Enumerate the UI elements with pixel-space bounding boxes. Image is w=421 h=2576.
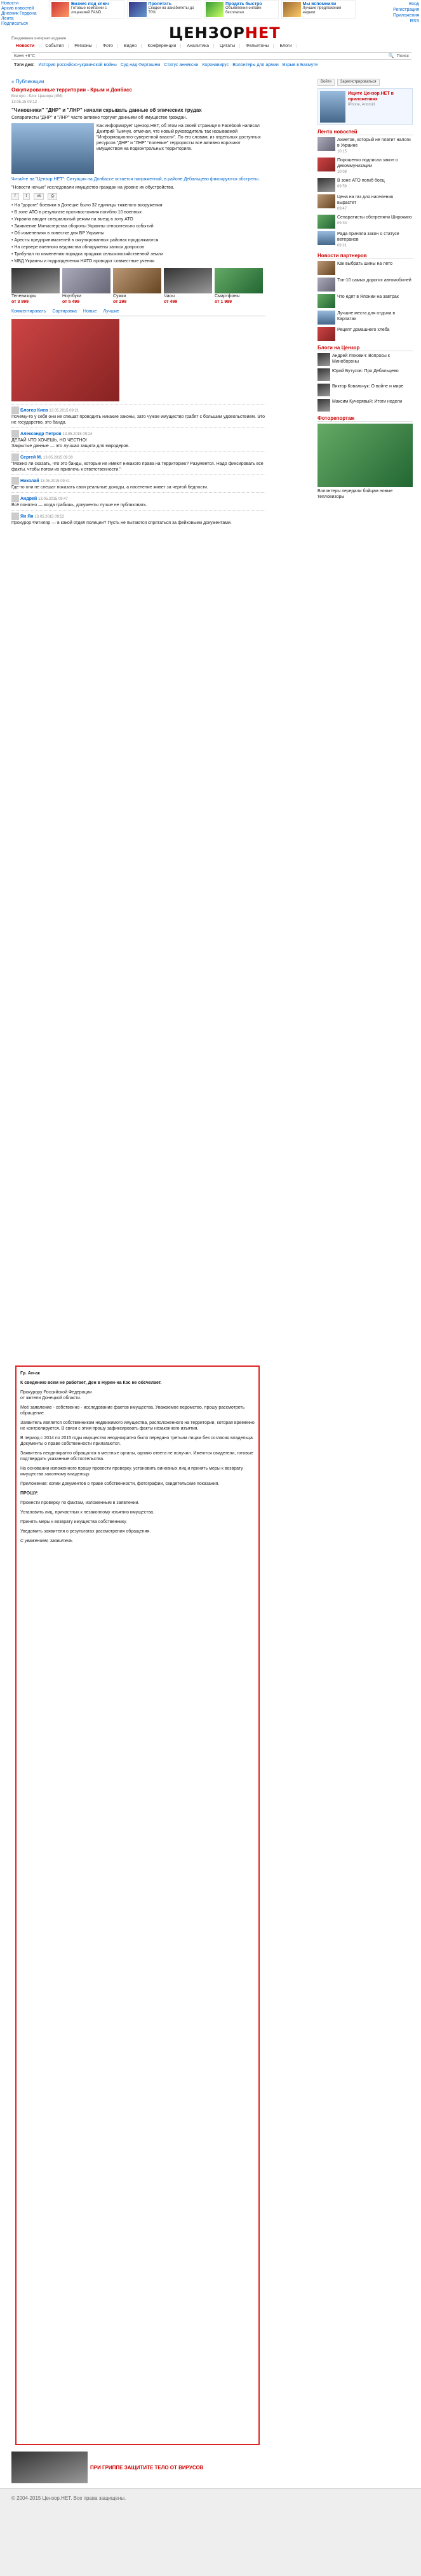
news-time: 09:59 — [337, 185, 347, 189]
sidebar — [317, 79, 413, 500]
sidebar-news-item[interactable] — [317, 215, 413, 229]
related-news-item[interactable]: • На "дороге" боевики в Донецке было 32 единицы тяжелого вооружения — [11, 203, 265, 208]
goods-item[interactable] — [164, 268, 212, 305]
tags-label: Тэги дня: — [14, 63, 35, 67]
comment-time: 13.05.2015 09:24 — [62, 432, 93, 436]
goods-price: от 3 999 — [11, 300, 29, 304]
ad-image — [51, 2, 69, 17]
partners-list — [317, 261, 413, 341]
footer-copyright: © 2004-2015 Цензор.НЕТ. Все права защищены. — [11, 2495, 126, 2501]
top-link[interactable]: Архив новостей — [1, 6, 34, 11]
blog-title: Юрий Бутусов: Про Дебальцево — [332, 369, 399, 373]
share-button[interactable]: f — [11, 193, 19, 200]
nav-item[interactable]: Видео — [119, 44, 142, 48]
top-link[interactable]: Подписаться — [1, 22, 28, 26]
ad-title[interactable]: Продать быстро — [225, 2, 262, 6]
login-link[interactable]: Вход — [409, 2, 419, 6]
sidebar-section-title[interactable]: Блоги на Цензор — [317, 345, 413, 351]
comment-tab[interactable]: Сортировка — [52, 309, 77, 314]
nav-item[interactable]: Фельетоны — [241, 44, 274, 48]
weather-text: Киев +6°С — [14, 53, 36, 58]
news-thumb — [317, 194, 335, 208]
footer — [0, 2488, 421, 2576]
avatar[interactable] — [11, 453, 19, 461]
top-ad-strip — [50, 0, 356, 19]
register-link[interactable]: Регистрация — [393, 8, 419, 12]
tags-bar — [11, 61, 411, 75]
blog-item[interactable] — [317, 384, 413, 396]
ad-text: Скидки на авиабилеты до 70% — [148, 6, 194, 15]
ad-item[interactable] — [281, 0, 356, 19]
news-title: В зоне АТО погиб боец — [337, 178, 385, 183]
sidebar-section-title[interactable]: Лента новостей — [317, 129, 413, 135]
tag-link[interactable]: Статус аннексии — [164, 63, 199, 67]
blog-item[interactable] — [317, 399, 413, 412]
partner-title: Топ-10 самых дорогих автомобилей — [337, 278, 411, 283]
news-title: Сепаратисты обстреляли Широкино — [337, 215, 412, 220]
avatar[interactable] — [11, 477, 19, 485]
tag-link[interactable]: История российско-украинской войны — [38, 63, 117, 67]
related-news-item[interactable]: • Аресты предпринимателей в оккупированных районах продолжаются — [11, 238, 265, 243]
logo-subtitle: Ежедневное интернет-издание — [11, 37, 67, 41]
comment-text: Где-то они не спешат показать свои реальные доходы, а население живет за чертой бедности. — [11, 485, 208, 490]
goods-label: Смартфоны — [215, 294, 240, 299]
ad-text: Готовые компании с лицензией FAND — [71, 6, 107, 15]
goods-ad-block — [11, 268, 265, 305]
related-news-item[interactable]: • Украина вводит специальный режим на въезд в зону АТО — [11, 217, 265, 222]
comment-text: Всё понятно — когда грабишь, документы лучше не публиковать. — [11, 503, 147, 507]
comment-text: "Можно ли сказать, что это банды, которые не имеют никакого права на территорию? Разумеется. Надо фиксировать все факты, чтобы потом их привлечь к ответственности." — [11, 462, 264, 472]
goods-image — [11, 268, 60, 293]
related-news-item[interactable]: • Трибунал по изменению порядка продажи сельскохозяйственной земли — [11, 252, 265, 257]
comment-tab[interactable]: Лучшие — [103, 309, 119, 314]
letter-heading: К сведению всем не работает, Ден в Нурен-на Кэс не обсчелает. — [20, 1381, 162, 1385]
news-time: 09:33 — [337, 222, 347, 225]
article-body: Как информирует Цензор.НЕТ, об этом на своей странице в Facebook написал Дмитрий Тымчук, отмечая, что новый руководитель так называемой "Информационно-суверенной власти". По его словам, из отдельных доступных ресурсов "ДНР" и "ЛНР" "полевые" террористы все активно ворочают имуществом на подконтрольных территориях. — [97, 124, 261, 151]
blogger-avatar — [317, 399, 330, 412]
comment-text: Прокурор Фитиляр — в какой отдел полиции? Пусть не пытаются спрятаться за фейковыми документами. — [11, 521, 232, 525]
ad-text: Лучшие предложения недели — [302, 6, 342, 15]
news-time: 09:21 — [337, 244, 347, 248]
article-lead: Сепаратисты "ДНР" и "ЛНР" часто активно торгуют данными об имуществе граждан. — [11, 116, 187, 120]
share-button[interactable]: t — [23, 193, 30, 200]
sidebar-news-item[interactable] — [317, 158, 413, 175]
news-thumb — [317, 158, 335, 171]
letter-list-item: Уведомить заявителя о результатах рассмотрения обращения. — [20, 1529, 151, 1534]
news-title: Рада приняла закон о статусе ветеранов — [337, 232, 399, 242]
avatar[interactable] — [11, 513, 19, 520]
print-button[interactable]: ⎙ — [48, 193, 57, 200]
main-nav — [0, 42, 421, 50]
news-title: Ахметов, который не платит налоги в Украине — [337, 138, 411, 148]
goods-label: Телевизоры — [11, 294, 37, 299]
comment-user[interactable]: Сергей М. — [20, 455, 43, 460]
tag-link[interactable]: Волонтеры для армии — [232, 63, 279, 67]
blogger-avatar — [317, 384, 330, 396]
letter-list-item: Провести проверку по фактам, изложенным в заявлении. — [20, 1501, 140, 1505]
nav-item[interactable]: События — [41, 44, 69, 48]
goods-item[interactable] — [215, 268, 263, 305]
comment-time: 13.05.2015 09:47 — [38, 497, 68, 501]
comment-time: 13.05.2015 09:21 — [49, 408, 79, 413]
comment-tabs — [11, 309, 265, 316]
letter-paragraph: Заявитель неоднократно обращался в местные органы, однако ответа не получил. Имеются свидетели, готовые подтвердить указанные обстоятельства. — [20, 1451, 253, 1461]
partner-thumb — [317, 294, 335, 308]
related-news-item[interactable]: • Об изменениях в повестке дня ВР Украины — [11, 231, 265, 236]
app-promo-sub: iPhone, Android — [348, 103, 375, 107]
news-time: 10:08 — [337, 170, 347, 174]
apps-link[interactable]: Приложения — [393, 13, 419, 18]
section-title[interactable]: Оккупированные территории - Крым и Донбасс — [11, 87, 132, 93]
byline: Все про - Блог Цензора (ИМ) — [11, 95, 63, 98]
letter-paragraph: Моё заявление - собственно - исследование фактов имущества. Уважаемое ведомство, прошу рассмотреть обращение. — [20, 1405, 245, 1416]
avatar[interactable] — [11, 430, 19, 438]
avatar[interactable] — [11, 495, 19, 502]
partner-item[interactable] — [317, 311, 413, 325]
sidebar-news-item[interactable] — [317, 231, 413, 249]
ad-text: Объявления онлайн бесплатно — [225, 6, 262, 15]
letter-paragraph: На основании изложенного прошу провести проверку, установить виновных лиц и принять меры к возврату имущества законному владельцу. — [20, 1466, 243, 1477]
news-time: 09:47 — [337, 207, 347, 211]
nav-item[interactable]: Конференции — [143, 44, 181, 48]
goods-price: от 299 — [113, 300, 127, 304]
partner-item[interactable] — [317, 294, 413, 308]
breadcrumb[interactable]: « Публикации — [11, 79, 44, 84]
nav-item[interactable]: Блоги — [275, 44, 297, 48]
sidebar-news-item[interactable] — [317, 194, 413, 212]
app-promo-title: Ищите Цензор.НЕТ в приложениях — [348, 91, 394, 102]
letter-sign: С уважением, заявитель — [20, 1539, 73, 1543]
letter-title: Гр. Ан-ак — [20, 1371, 40, 1376]
goods-price: от 5 499 — [62, 300, 79, 304]
related-news-list — [11, 203, 265, 264]
comment-photo — [11, 319, 119, 401]
letter-paragraph: Заявитель является собственником недвижимого имущества, расположенного на территории, которая временно не контролируется. В связи с этим прошу зафиксировать факты незаконного изъятия. — [20, 1421, 255, 1431]
comment-user[interactable]: Блогер Киев — [20, 408, 48, 413]
comment-text: ДЕЛАЙ ЧТО ХОЧЕШЬ, НО ЧЕСТНО! Закрытые данные — это лучшая защита для мародеров. — [11, 438, 130, 448]
top-link[interactable]: Дневник Гордона — [1, 11, 37, 16]
blogger-avatar — [317, 353, 330, 366]
blog-item[interactable] — [317, 368, 413, 381]
info-bar — [11, 52, 411, 60]
tag-link[interactable]: Коронавирус — [202, 63, 229, 67]
goods-image — [164, 268, 212, 293]
comment — [11, 404, 265, 427]
ad-image — [283, 2, 301, 17]
main-column — [11, 79, 265, 528]
partner-thumb — [317, 311, 335, 325]
related-news-item[interactable]: • Заявление Министерства обороны Украины относительно событий — [11, 224, 265, 229]
comment-text: Почему-то у себя они не спешат проводить никакие законы, зато чужое имущество грабят с большим удовольствием. Это не государство, это банда. — [11, 415, 265, 425]
comment-tab[interactable]: Комментировать — [11, 309, 46, 314]
blogs-list — [317, 353, 413, 412]
partner-item[interactable] — [317, 278, 413, 292]
goods-price: от 1 999 — [215, 300, 232, 304]
goods-label: Часы — [164, 294, 175, 299]
search-label[interactable]: Поиск — [396, 53, 409, 58]
sidebar-section-title[interactable]: Фоторепортаж — [317, 415, 413, 422]
register-button[interactable]: Зарегистрироваться — [337, 79, 380, 86]
goods-label: Ноутбуки — [62, 294, 81, 299]
ad-item[interactable] — [204, 0, 279, 19]
article-photo — [11, 123, 94, 174]
goods-image — [215, 268, 263, 293]
comment-time: 13.05.2015 09:30 — [43, 455, 73, 460]
ad-image — [206, 2, 224, 17]
nav-item[interactable]: Новости — [11, 44, 39, 48]
comment-time: 13.05.2015 09:52 — [34, 514, 65, 519]
news-time: 10:15 — [337, 150, 347, 154]
comment-tab[interactable]: Новые — [83, 309, 97, 314]
goods-image — [113, 268, 161, 293]
article-date: 13.05.15 09:12 — [11, 100, 37, 104]
bottom-ad-text: ПРИ ГРИППЕ ЗАЩИТИТЕ ТЕЛО ОТ ВИРУСОВ — [90, 2464, 204, 2471]
news-title: Цена на газ для населения вырастет — [337, 195, 394, 205]
news-thumb — [317, 178, 335, 192]
letter-box — [15, 1365, 260, 2445]
comment — [11, 474, 265, 492]
letter-paragraph: В период с 2014 по 2015 годы имущество неоднократно было передано третьим лицам без согласия владельца. Документы о праве собственности прилагаются. — [20, 1436, 254, 1446]
comment-user[interactable]: Николай — [20, 478, 39, 483]
nav-item[interactable]: Фото — [98, 44, 118, 48]
partner-thumb — [317, 327, 335, 341]
sidebar-news-item[interactable] — [317, 178, 413, 192]
goods-image — [62, 268, 110, 293]
comment-time: 13.05.2015 09:41 — [40, 479, 70, 483]
news-title: Порошенко подписал закон о декоммунизации — [337, 158, 398, 168]
partner-thumb — [317, 278, 335, 292]
comment-user[interactable]: Андрей — [20, 496, 37, 501]
nav-item[interactable]: Регионы — [70, 44, 97, 48]
tag-link[interactable]: Взрыв в Бахмуте — [282, 63, 318, 67]
partner-title: Как выбрать шины на лето — [337, 262, 393, 266]
related-news-item[interactable]: • На сервере военного ведомства обнаружены записи допросов — [11, 245, 265, 250]
site-logo[interactable] — [11, 22, 411, 42]
news-thumb — [317, 137, 335, 151]
goods-item[interactable] — [62, 268, 110, 305]
app-phone-image — [320, 91, 345, 123]
sidebar-section-title[interactable]: Новости партнеров — [317, 253, 413, 259]
bottom-ad[interactable] — [11, 2452, 265, 2483]
avatar[interactable] — [11, 406, 19, 414]
goods-label: Сумки — [113, 294, 126, 299]
letter-list-title: ПРОШУ: — [20, 1491, 39, 1496]
top-right-links — [361, 1, 419, 24]
partner-thumb — [317, 261, 335, 275]
goods-item[interactable] — [11, 268, 60, 305]
top-link[interactable]: Новости — [1, 1, 19, 6]
nav-item[interactable]: Цитаты — [215, 44, 240, 48]
article-more: "Новости ночью" исследовали имущество граждан на уровне их обустройства. — [11, 185, 175, 190]
nav-item[interactable]: Аналитика — [182, 44, 214, 48]
comment — [11, 451, 265, 474]
article-title: "Чиновники" "ДНР" и "ЛНР" начали скрывать данные об эпических трудах — [11, 107, 202, 113]
partner-title: Рецепт домашнего хлеба — [337, 328, 390, 332]
comment-user[interactable]: Александр Петров — [20, 431, 62, 436]
news-thumb — [317, 231, 335, 245]
sidebar-news-list — [317, 137, 413, 249]
comment-user[interactable]: Ян Ян — [20, 514, 34, 519]
letter-paragraph: Прокурору Российской Федерации от жители Донецкой области. — [20, 1390, 92, 1400]
ad-item[interactable] — [50, 0, 124, 19]
related-link[interactable]: Читайте на "Цензор.НЕТ": Ситуация на Донбассе остается напряженной, в районе Дебальцево фиксируются обстрелы. — [11, 177, 260, 182]
partner-title: Что едят в Японии на завтрак — [337, 295, 399, 299]
comment — [11, 492, 265, 510]
letter-list-item: Принять меры к возврату имущества собственнику. — [20, 1520, 127, 1524]
news-thumb — [317, 215, 335, 229]
blog-item[interactable] — [317, 353, 413, 366]
share-button[interactable]: vk — [34, 193, 44, 200]
photo-report-image[interactable] — [317, 424, 413, 487]
partner-title: Лучшие места для отдыха в Карпатах — [337, 311, 396, 321]
bottom-ad-image — [11, 2452, 88, 2483]
top-link[interactable]: Лента — [1, 17, 14, 21]
ad-title[interactable]: Бизнес под ключ — [71, 2, 109, 6]
tag-link[interactable]: Суд над Фирташем — [120, 63, 161, 67]
blogger-avatar — [317, 368, 330, 381]
partner-item[interactable] — [317, 261, 413, 275]
blog-title: Андрей Ляхович: Вопросы к Минобороны — [332, 354, 390, 364]
logo-text: ЦЕНЗОРНЕТ — [169, 24, 281, 42]
search-icon[interactable]: 🔍 — [388, 54, 394, 58]
related-news-item[interactable]: • В зоне АТО в результате противостояния погибло 10 военных — [11, 210, 265, 215]
rss-link[interactable]: RSS — [410, 19, 419, 23]
blog-title: Виктор Ковальчук: О войне и мире — [332, 384, 404, 389]
ad-title[interactable]: Пролетать — [148, 2, 172, 6]
ad-item[interactable] — [127, 0, 202, 19]
letter-paragraph: Приложение: копии документов о праве собственности, фотографии, свидетельские показания. — [20, 1482, 220, 1486]
blog-title: Максим Кучерявый: Итоги недели — [332, 399, 403, 404]
comment — [11, 510, 265, 528]
app-promo[interactable] — [317, 88, 413, 125]
comment — [11, 427, 265, 451]
related-news-item[interactable]: • МВД Украины и подразделения НАТО проводят совместные учения — [11, 258, 265, 264]
letter-list-item: Установить лиц, причастных к незаконному изъятию имущества. — [20, 1510, 154, 1515]
photo-report-caption[interactable]: Волонтеры передали бойцам новые тепловизоры — [317, 489, 393, 499]
goods-item[interactable] — [113, 268, 161, 305]
sidebar-news-item[interactable] — [317, 137, 413, 155]
ad-title[interactable]: Мы вспомнили — [302, 2, 337, 6]
goods-price: от 499 — [164, 300, 178, 304]
partner-item[interactable] — [317, 327, 413, 341]
login-button[interactable]: Войти — [317, 79, 335, 86]
ad-image — [129, 2, 147, 17]
